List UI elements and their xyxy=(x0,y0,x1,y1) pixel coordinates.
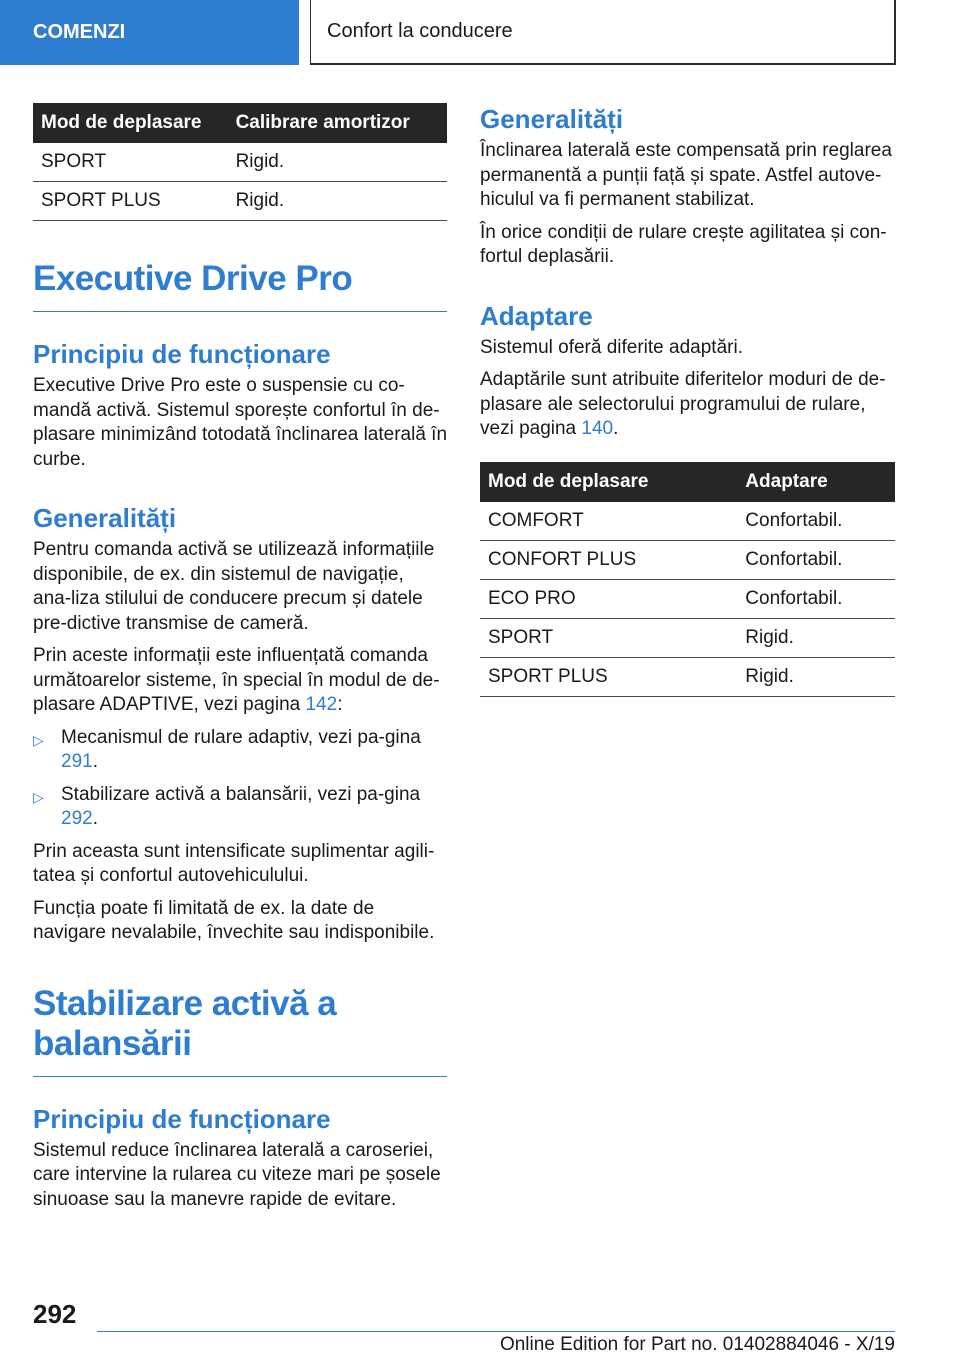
paragraph: Sistemul reduce înclinarea laterală a caroseriei, care intervine la rularea cu viteze mari pe șosele sinuoase sau la manevre rapide de evitare. xyxy=(33,1139,441,1210)
table-row xyxy=(480,540,895,579)
punctuation: . xyxy=(613,418,619,439)
edition-note: Online Edition for Part no. 01402884046 - X/19 xyxy=(499,1334,895,1355)
paragraph: Funcția poate fi limitată de ex. la date de navigare nevalabile, învechite sau indisponibile. xyxy=(33,897,435,943)
page-number: 292 xyxy=(33,1299,77,1329)
paragraph: Înclinarea laterală este compensată prin reglarea permanentă a punții față și spate. Astfel autove-hiculul va fi permanent stabilizat. xyxy=(480,140,892,210)
list-item-text: Stabilizare activă a balansării, vezi pa-gina xyxy=(61,783,421,805)
table-cell: SPORT xyxy=(33,143,228,182)
page-link[interactable]: 291 xyxy=(61,751,93,772)
paragraph xyxy=(480,368,895,442)
table-cell: COMFORT xyxy=(480,502,737,541)
triangle-bullet-icon: ▷ xyxy=(33,731,44,748)
paragraph-text: Adaptările sunt atribuite diferitelor moduri de de-plasare ale selectorului programului de rulare, vezi pagina xyxy=(480,369,886,439)
table-row xyxy=(480,502,895,541)
paragraph: În orice condiții de rulare crește agilitatea și con-fortul deplasării. xyxy=(480,221,887,267)
section-tab xyxy=(0,0,299,65)
punctuation: . xyxy=(92,751,98,772)
subheading-principle: Principiu de funcționare xyxy=(33,1103,331,1134)
subheading-principle: Principiu de funcționare xyxy=(33,339,331,369)
right-column xyxy=(480,103,895,697)
chapter-label: Confort la conducere xyxy=(327,20,513,42)
table-cell: ECO PRO xyxy=(480,579,737,618)
paragraph: Prin aceasta sunt intensificate suplimentar agili-tatea și confortul autovehiculului. xyxy=(33,840,435,886)
section-heading-edp: Executive Drive Pro xyxy=(33,259,447,312)
table-cell: SPORT PLUS xyxy=(480,657,737,696)
paragraph xyxy=(33,644,447,718)
table-cell: SPORT PLUS xyxy=(33,182,228,221)
triangle-bullet-icon: ▷ xyxy=(33,788,44,805)
subheading-general: Generalități xyxy=(33,503,177,533)
table-header-cell: Adaptare xyxy=(737,462,895,502)
table-header-cell: Mod de deplasare xyxy=(33,103,228,143)
adaptation-table xyxy=(480,462,895,697)
left-column xyxy=(33,103,447,1220)
chapter-tab xyxy=(310,0,896,65)
table-row xyxy=(33,143,447,182)
table-header-row xyxy=(480,462,895,502)
table-row xyxy=(480,579,895,618)
table-row xyxy=(480,657,895,696)
table-cell: Confortabil. xyxy=(737,502,895,541)
table-cell: Rigid. xyxy=(228,143,447,182)
table-row xyxy=(33,182,447,221)
page-link[interactable]: 142 xyxy=(305,694,338,715)
footer-divider xyxy=(97,1331,895,1332)
table-cell: Rigid. xyxy=(737,657,895,696)
page-link[interactable]: 140 xyxy=(581,418,614,439)
punctuation: : xyxy=(337,694,343,715)
subheading-adaptation: Adaptare xyxy=(480,300,593,331)
table-cell: Rigid. xyxy=(737,618,895,657)
list-item xyxy=(33,783,447,832)
paragraph: Executive Drive Pro este o suspensie cu co-mandă activă. Sistemul sporește confortul în de-plasare minimizând totodată înclinarea laterală în curbe. xyxy=(33,375,448,470)
paragraph: Sistemul oferă diferite adaptări. xyxy=(480,336,743,358)
table-row xyxy=(480,618,895,657)
subheading-general: Generalități xyxy=(480,104,624,134)
punctuation: . xyxy=(92,808,98,829)
damper-table xyxy=(33,103,447,221)
page-link[interactable]: 292 xyxy=(61,808,93,829)
table-cell: SPORT xyxy=(480,618,737,657)
section-label: COMENZI xyxy=(33,21,126,43)
table-cell: Confortabil. xyxy=(737,579,895,618)
table-cell: Confortabil. xyxy=(737,540,895,579)
table-cell: Rigid. xyxy=(228,182,447,221)
section-heading-stabilization: Stabilizare activă a balansării xyxy=(33,984,447,1077)
paragraph: Pentru comanda activă se utilizează informațiile disponibile, de ex. din sistemul de navigație, ana-liza stilului de conducere precum și datele pre-dictive transmise de cameră. xyxy=(33,539,435,634)
table-header-row xyxy=(33,103,447,143)
list-item-text: Mecanismul de rulare adaptiv, vezi pa-gina xyxy=(61,726,421,748)
table-cell: CONFORT PLUS xyxy=(480,540,737,579)
list-item xyxy=(33,726,447,775)
table-header-cell: Mod de deplasare xyxy=(480,462,737,502)
paragraph-text: Prin aceste informații este influențată comanda următoarelor sisteme, în special în modul de de-plasare ADAPTIVE, vezi pagina xyxy=(33,645,440,715)
table-header-cell: Calibrare amortizor xyxy=(228,103,447,143)
